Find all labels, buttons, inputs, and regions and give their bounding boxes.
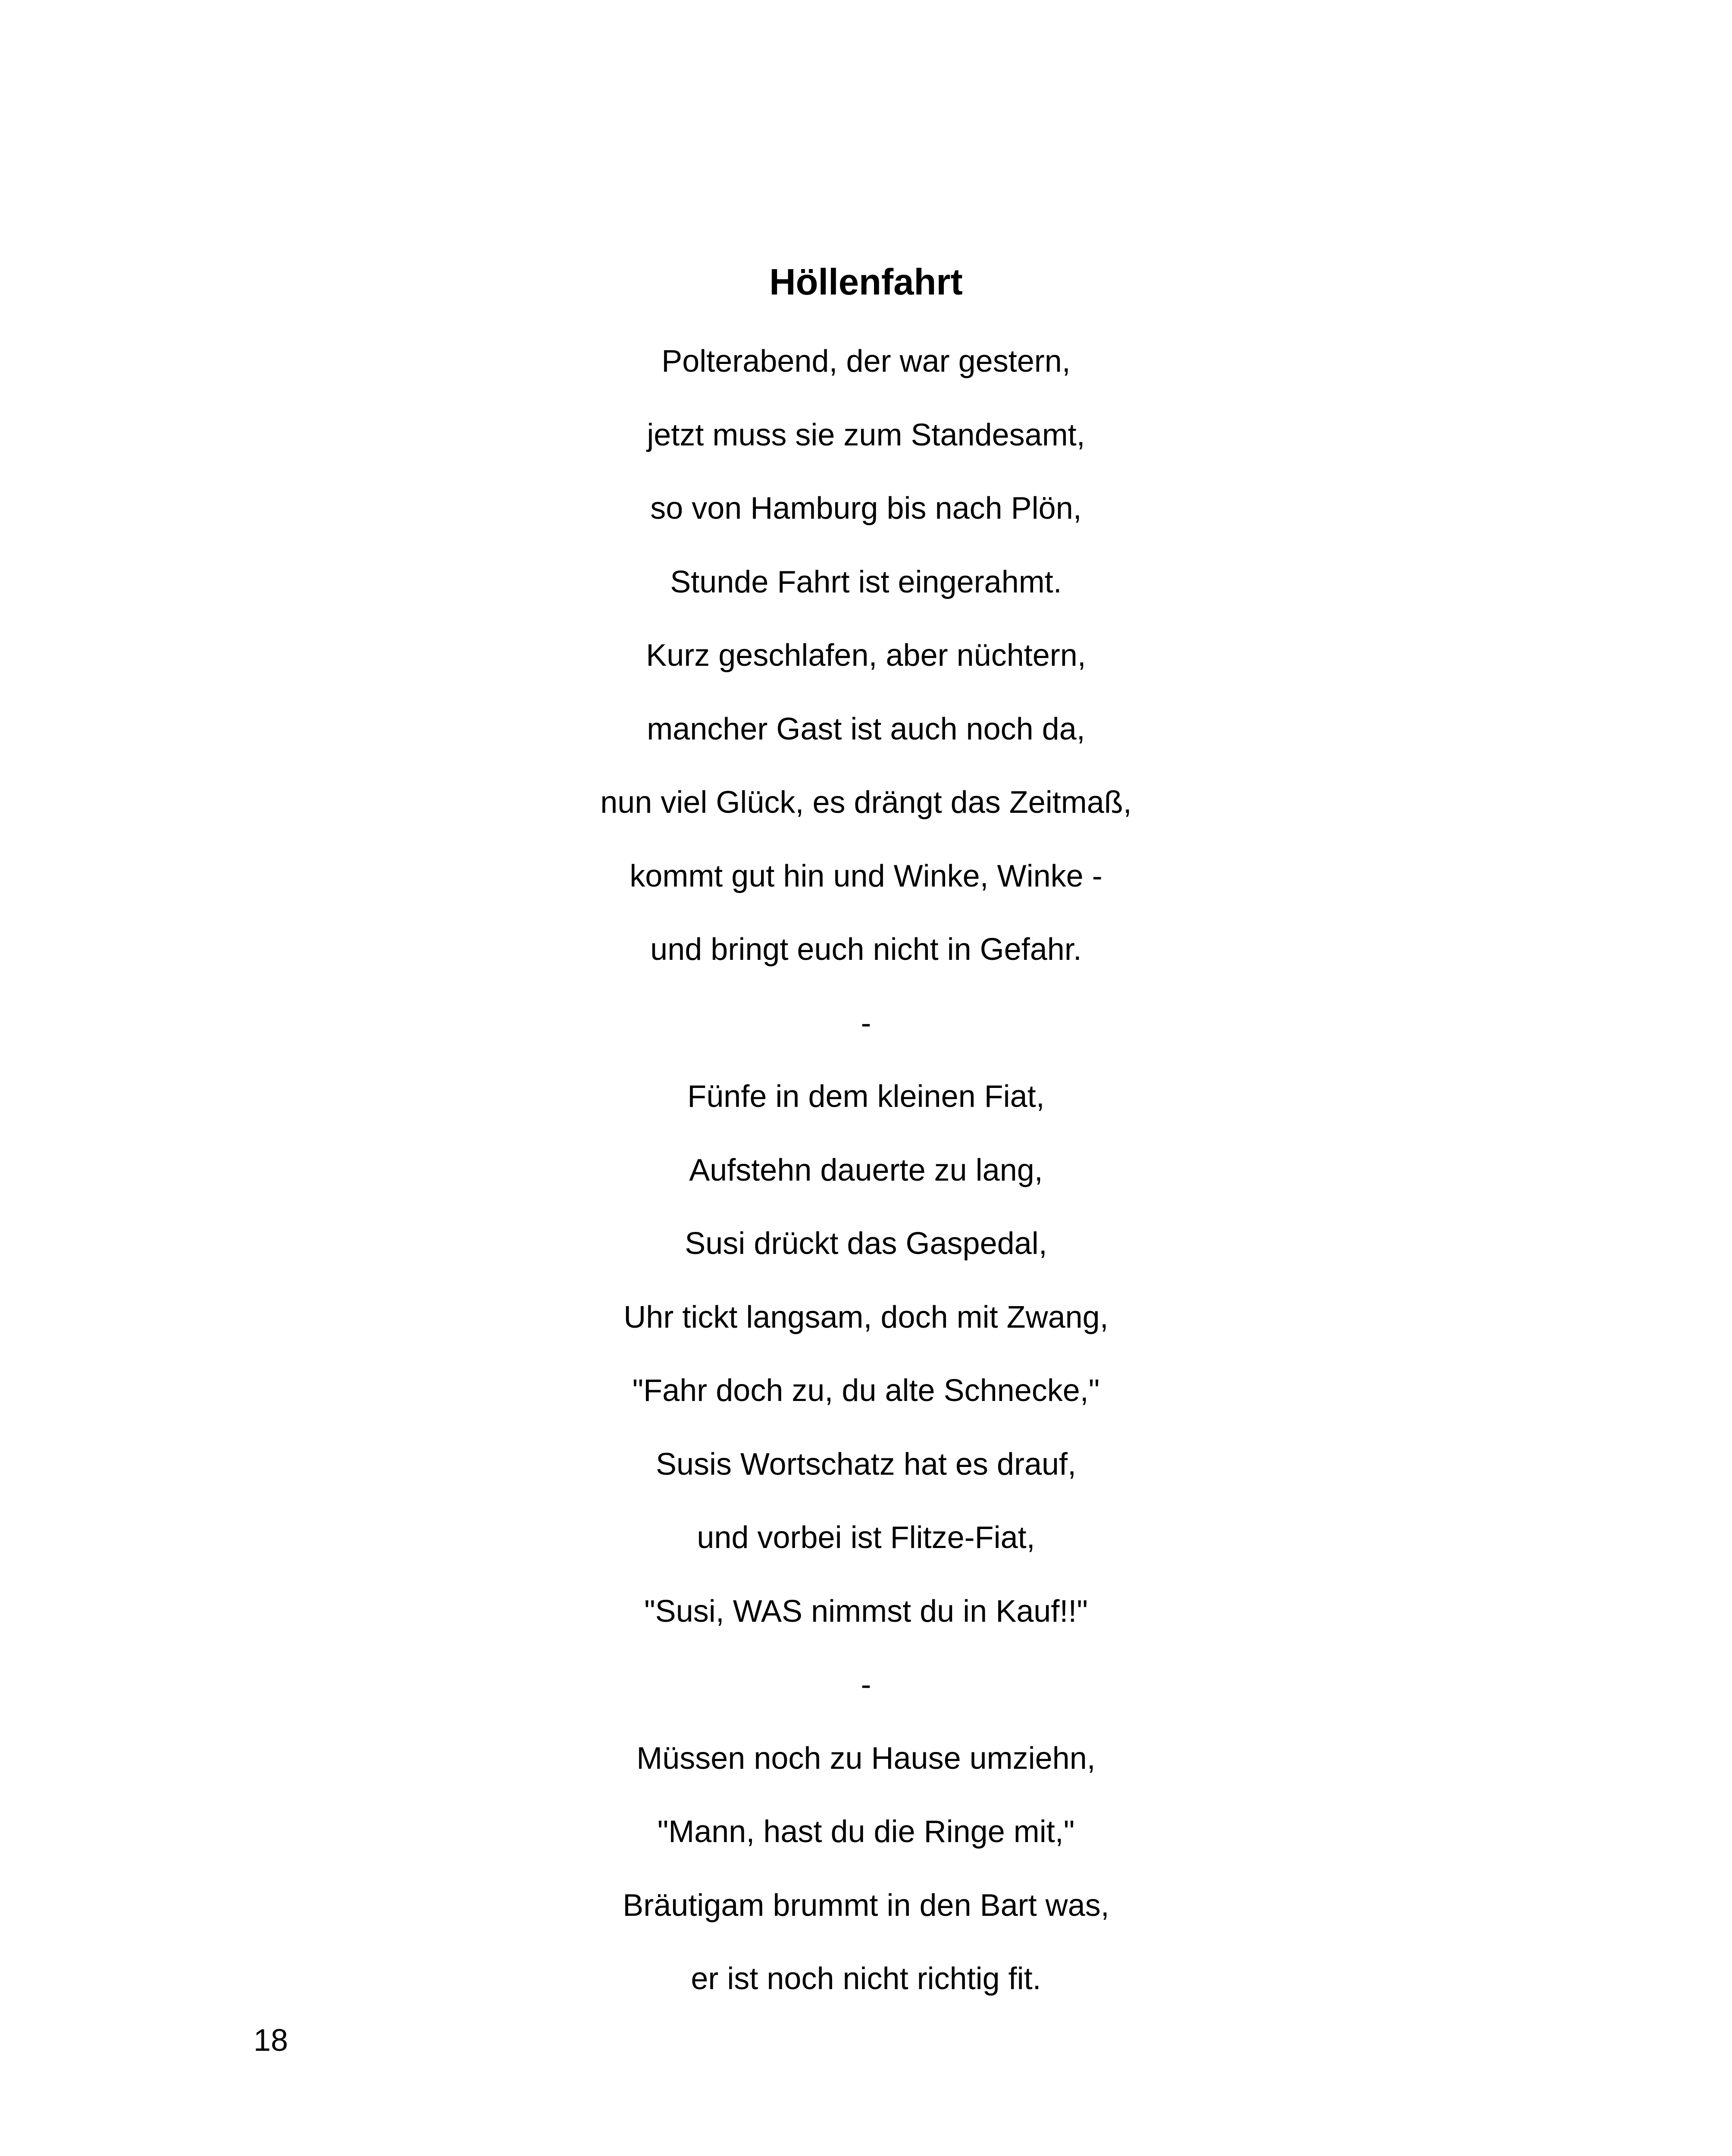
page-number: 18 (254, 2023, 288, 2058)
poem-line: nun viel Glück, es drängt das Zeitmaß, (600, 785, 1132, 820)
poem-line: Polterabend, der war gestern, (661, 344, 1071, 379)
poem-line: und vorbei ist Flitze-Fiat, (697, 1520, 1035, 1555)
poem-line: kommt gut hin und Winke, Winke - (630, 859, 1102, 893)
poem-line: Aufstehn dauerte zu lang, (689, 1153, 1043, 1188)
poem-line: er ist noch nicht richtig fit. (691, 1962, 1041, 1996)
stanza-separator: - (861, 1006, 871, 1040)
poem-title: Höllenfahrt (769, 262, 963, 303)
poem-line: "Mann, hast du die Ringe mit," (657, 1814, 1075, 1849)
poem-line: Susis Wortschatz hat es drauf, (655, 1447, 1077, 1482)
poem-line: Susi drückt das Gaspedal, (685, 1226, 1047, 1261)
poem-line: so von Hamburg bis nach Plön, (650, 491, 1082, 526)
poem-line: Müssen noch zu Hause umziehn, (636, 1741, 1096, 1776)
poem-line: "Fahr doch zu, du alte Schnecke," (632, 1373, 1100, 1408)
poem-line: Stunde Fahrt ist eingerahmt. (670, 564, 1062, 599)
poem-line: mancher Gast ist auch noch da, (647, 711, 1085, 746)
poem-line: Fünfe in dem kleinen Fiat, (687, 1079, 1045, 1114)
poem-line: Bräutigam brummt in den Bart was, (623, 1888, 1109, 1923)
stanza-separator: - (861, 1667, 871, 1702)
poem-line: Uhr tickt langsam, doch mit Zwang, (623, 1300, 1109, 1335)
poem-line: jetzt muss sie zum Standesamt, (647, 417, 1085, 452)
poem-line: und bringt euch nicht in Gefahr. (650, 932, 1082, 967)
poem-body (0, 331, 1732, 2022)
poem-line: "Susi, WAS nimmst du in Kauf!!" (644, 1594, 1088, 1629)
poem-line: Kurz geschlafen, aber nüchtern, (646, 638, 1086, 673)
